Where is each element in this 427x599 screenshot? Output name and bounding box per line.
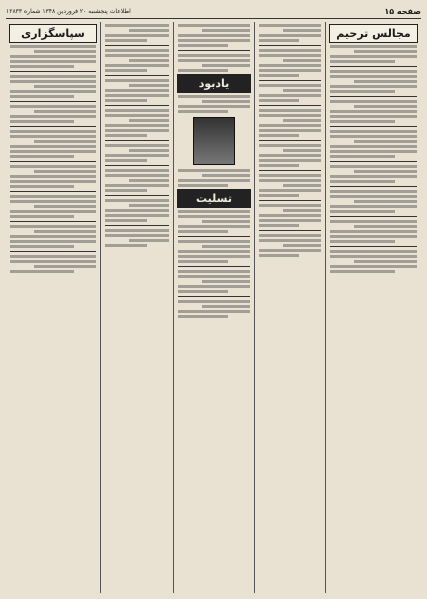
- column-notices-4: [100, 22, 173, 593]
- column-remembrance: [173, 22, 254, 593]
- section-title-condolence: تسلیت: [177, 189, 251, 208]
- dateline: اطلاعات پنجشنبه ۲۰ فروردین ۱۳۴۸ شماره ۱۲۸۳۳: [6, 7, 131, 15]
- section-title-memorial-services: مجالس ترحیم: [329, 24, 418, 43]
- page-number: صفحه ۱۵: [384, 6, 421, 16]
- column-thanks: [6, 22, 100, 593]
- column-memorial-services: [325, 22, 421, 593]
- masthead: [6, 4, 421, 19]
- section-title-thanks: سپاسگزاری: [9, 24, 97, 43]
- portrait-photo: [193, 117, 235, 165]
- section-title-remembrance: یادبود: [177, 74, 251, 93]
- column-notices-2: [254, 22, 325, 593]
